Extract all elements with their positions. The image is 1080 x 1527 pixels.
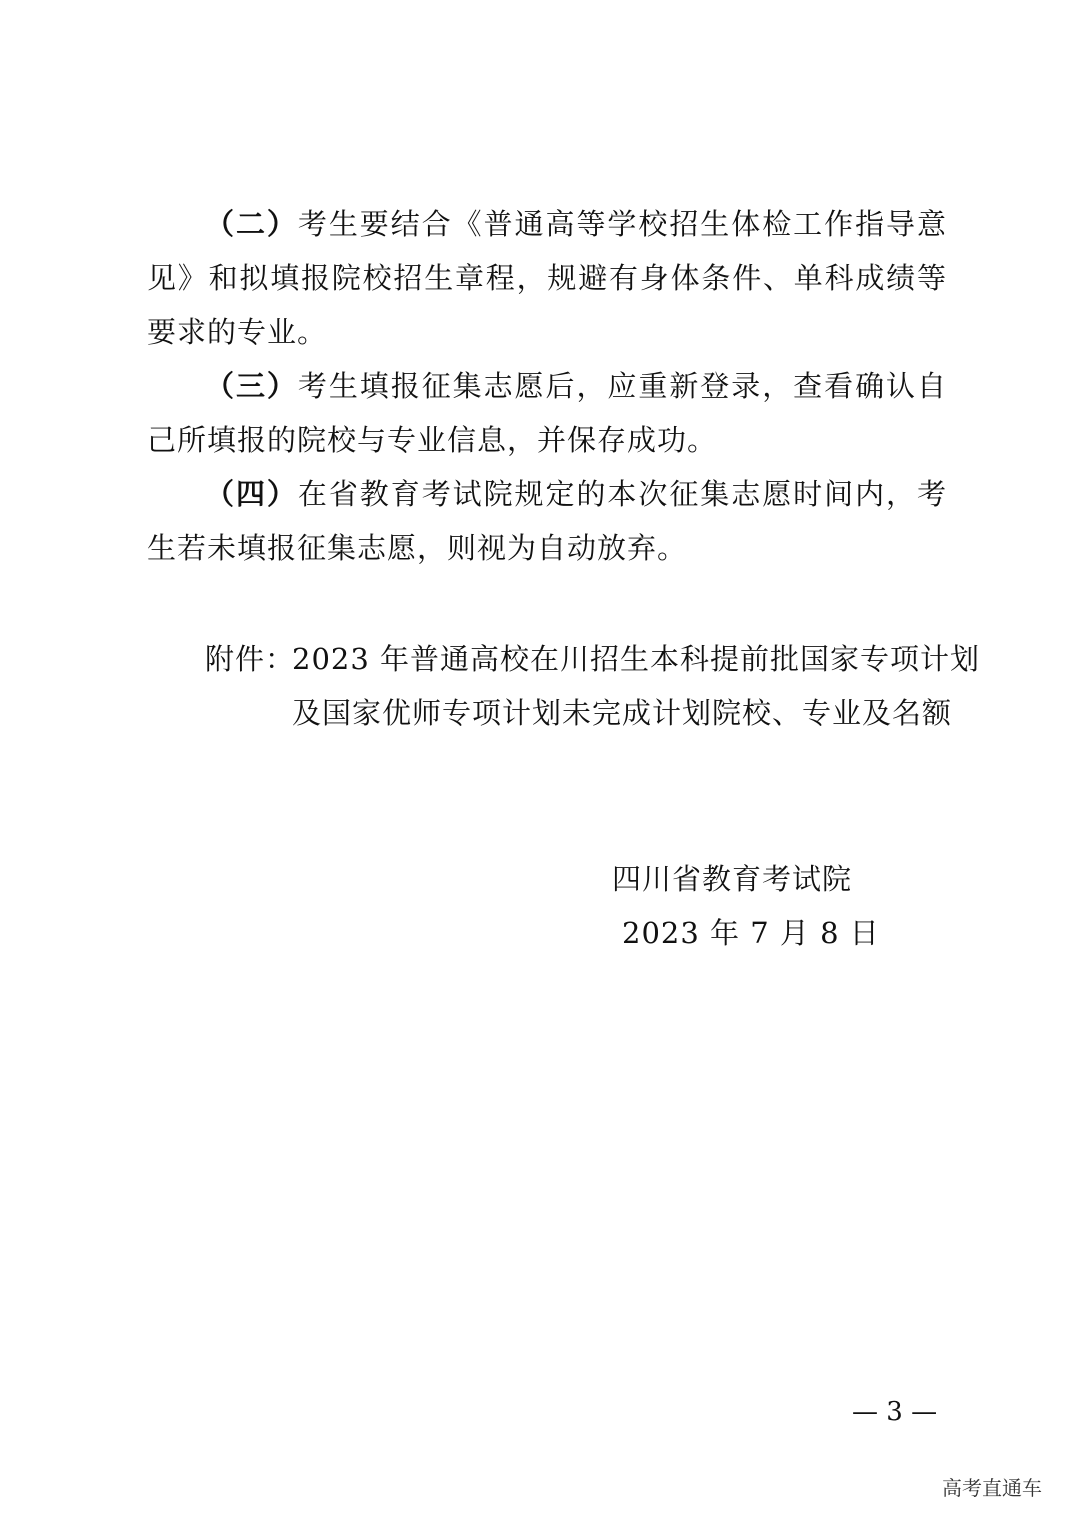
paragraph-3-mark: （三） bbox=[205, 369, 298, 403]
watermark: 高考直通车 bbox=[942, 1476, 1042, 1500]
paragraph-3 bbox=[147, 359, 947, 467]
paragraph-4-mark: （四） bbox=[205, 477, 298, 511]
paragraph-2-mark: （二） bbox=[205, 207, 298, 241]
paragraph-3-text: 考生填报征集志愿后，应重新登录，查看确认自己所填报的院校与专业信息，并保存成功。 bbox=[147, 369, 947, 457]
attachment-label: 附件： bbox=[205, 642, 296, 676]
signature-date: 2023 年 7 月 8 日 bbox=[622, 916, 880, 950]
paragraph-4-text: 在省教育考试院规定的本次征集志愿时间内，考生若未填报征集志愿，则视为自动放弃。 bbox=[147, 477, 947, 565]
paragraph-2-text: 考生要结合《普通高等学校招生体检工作指导意见》和拟填报院校招生章程，规避有身体条件、单科成绩等要求的专业。 bbox=[147, 207, 947, 349]
attachment-title-line-1: 2023 年普通高校在川招生本科提前批国家专项计划 bbox=[292, 642, 981, 676]
attachment-title-line-2: 及国家优师专项计划未完成计划院校、专业及名额 bbox=[292, 696, 953, 730]
signature-organization: 四川省教育考试院 bbox=[612, 862, 853, 896]
page-number: — 3 — bbox=[852, 1397, 938, 1427]
paragraph-4 bbox=[147, 467, 947, 575]
paragraph-2 bbox=[147, 197, 947, 359]
attachment-title bbox=[292, 632, 981, 740]
